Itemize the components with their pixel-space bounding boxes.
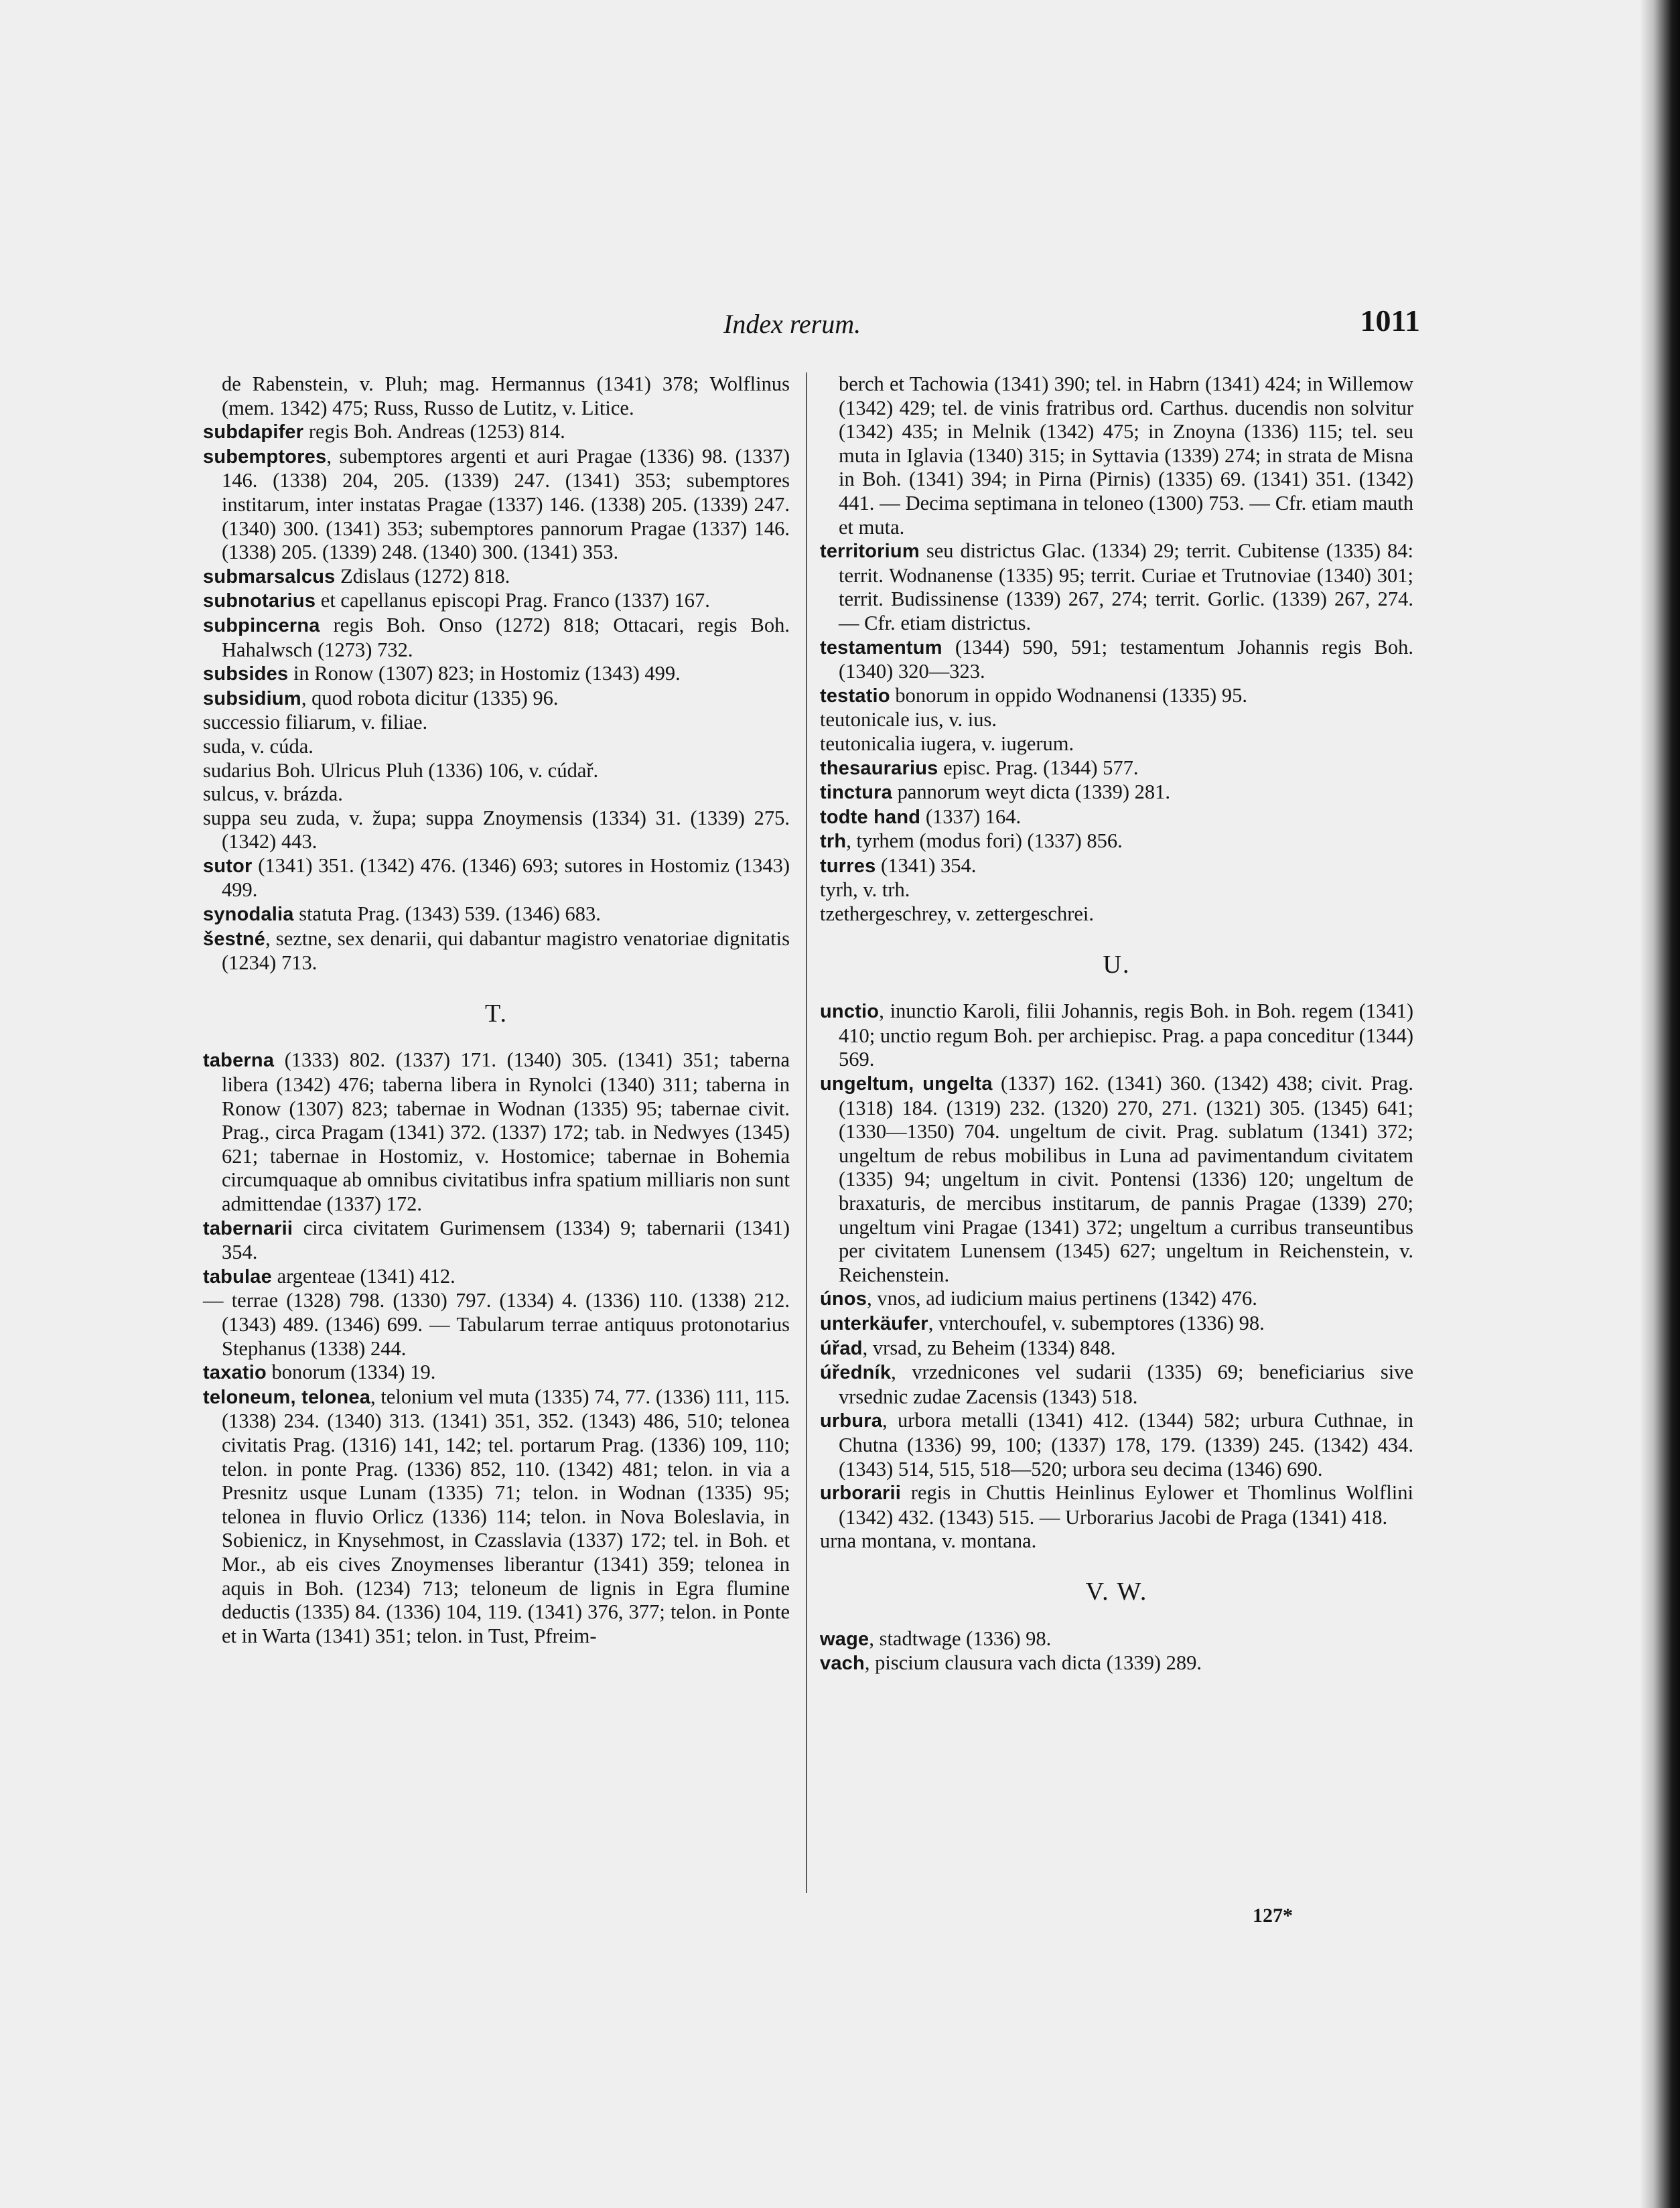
index-entry xyxy=(203,1217,790,1265)
entry-text: in Ronow (1307) 823; in Hostomiz (1343) 499. xyxy=(288,662,681,685)
index-entry xyxy=(820,805,1413,830)
entry-text: episc. Prag. (1344) 577. xyxy=(938,756,1139,779)
headword: unctio xyxy=(820,1001,880,1023)
index-entry xyxy=(203,1048,790,1216)
index-entry xyxy=(820,708,1413,732)
signature-mark: 127* xyxy=(1253,1905,1293,1927)
entry-text: (1341) 354. xyxy=(876,853,977,877)
headword: urborarii xyxy=(820,1482,902,1505)
entries-t-continued xyxy=(820,539,1413,926)
entry-text: (1337) 162. (1341) 360. (1342) 438; civit. Prag. (1318) 184. (1319) 232. (1320) 270, 271. (1321) 305. (1345) 641; (1330—1350) 704. ungeltum de civit. Prag. sublatum (1341) 372; ungeltum de rebus mobilibus in Luna ad pavimentandum civitatem (1335) 94; ungeltum in civit. Pontensi (1336) 120; ungeltum de braxaturis, de mercibus institarum, de pannis Pragae (1339) 270; ungeltum vini Pragae (1341) 372; ungeltum a curribus transeuntibus per civitatem Lunensem (1345) 627; ungeltum in Reichenstein, v. Reichenstein. xyxy=(839,1072,1414,1286)
index-entry xyxy=(203,614,790,662)
headword: unterkäufer xyxy=(820,1312,928,1334)
page-number: 1011 xyxy=(1360,303,1420,338)
entry-text: teutonicale ius, v. ius. xyxy=(820,708,997,732)
index-entry xyxy=(820,1312,1413,1336)
entry-text: , vrzednicones vel sudarii (1335) 69; beneficiarius sive vrsednic zudae Zacensis (1343) 518. xyxy=(839,1361,1413,1408)
headword: wage xyxy=(820,1628,869,1650)
headword: úředník xyxy=(820,1362,892,1384)
column-divider xyxy=(806,372,807,1893)
headword: subpincerna xyxy=(203,614,320,636)
index-entry xyxy=(203,420,790,445)
index-entry xyxy=(820,539,1413,635)
entry-text: suda, v. cúda. xyxy=(203,734,313,758)
index-entry xyxy=(820,780,1413,805)
index-entry xyxy=(820,902,1413,926)
page-header xyxy=(201,303,1420,350)
entry-text: pannorum weyt dicta (1339) 281. xyxy=(892,780,1170,804)
entry-text: regis Boh. Andreas (1253) 814. xyxy=(303,420,565,443)
headword: synodalia xyxy=(203,904,294,926)
entry-text: regis in Chuttis Heinlinus Eylower et Thomlinus Wolflini (1342) 432. (1343) 515. — Urborarius Jacobi de Praga (1341) 418. xyxy=(839,1481,1413,1529)
headword: territorium xyxy=(820,541,920,563)
entry-text: sudarius Boh. Ulricus Pluh (1336) 106, v. cúdař. xyxy=(203,758,599,782)
index-entry xyxy=(820,1627,1413,1652)
entry-text: , piscium clausura vach dicta (1339) 289. xyxy=(864,1651,1202,1675)
index-entry xyxy=(203,1265,790,1290)
headword: tabulae xyxy=(203,1265,272,1288)
entry-text: suppa seu zuda, v. župa; suppa Znoymensis (1334) 31. (1339) 275. (1342) 443. xyxy=(203,806,790,853)
headword: subemptores xyxy=(203,445,327,468)
headword: testatio xyxy=(820,685,890,707)
running-title: Index rerum. xyxy=(723,309,861,339)
index-entry xyxy=(820,999,1413,1072)
index-entry xyxy=(203,1385,790,1649)
left-column xyxy=(203,372,790,1648)
entry-text: argenteae (1341) 412. xyxy=(271,1264,456,1288)
headword: sutor xyxy=(203,855,253,877)
entry-text: bonorum in oppido Wodnanensi (1335) 95. xyxy=(890,683,1247,707)
entry-text: tyrh, v. trh. xyxy=(820,878,910,902)
index-entry xyxy=(203,687,790,711)
headword: subsidium xyxy=(203,687,301,709)
page-edge-shadow xyxy=(1640,0,1680,2208)
entry-text: bonorum (1334) 19. xyxy=(266,1361,436,1384)
headword: úřad xyxy=(820,1337,863,1359)
headword: vach xyxy=(820,1653,865,1675)
entry-text: sulcus, v. brázda. xyxy=(203,782,343,806)
entry-text: , telonium vel muta (1335) 74, 77. (1336) 111, 115. (1338) 234. (1340) 313. (1341) 351, 352. (1343) 486, 510; telonea civitatis Prag. (1316) 141, 142; tel. portarum Prag. (1336) 109, 110; telon. in ponte Prag. (1336) 852, 110. (1342) 481; telon. in via a Presnitz usque Lunam (1335) 71; telon. in Wodnan (1335) 95; telonea in fluvio Orlicz (1336) 114; telon. in Nova Boleslavia, in Sobienicz, in Knysehmost, in Czasslavia (1337) 172; tel. in Boh. et Mor., ab eis cives Znoymenses liberantur (1341) 359; telonea in aquis in Boh. (1234) 713; teloneum de lignis in Egra flumine deductis (1335) 84. (1336) 104, 119. (1341) 376, 377; telon. in Ponte et in Warta (1341) 351; telon. in Tust, Pfreim- xyxy=(222,1385,790,1647)
entry-text: , subemptores argenti et auri Pragae (1336) 98. (1337) 146. (1338) 204, 205. (1339) 247. (1341) 353; subemptores institarum, inter instatas Pragae (1337) 146. (1338) 205. (1339) 247. (1340) 300. (1341) 353; subemptores pannorum Pragae (1337) 146. (1338) 205. (1339) 248. (1340) 300. (1341) 353. xyxy=(222,444,790,564)
index-entry xyxy=(820,1409,1413,1481)
entry-text: Zdislaus (1272) 818. xyxy=(335,564,510,588)
entry-text: circa civitatem Gurimensem (1334) 9; tabernarii (1341) 354. xyxy=(222,1216,790,1264)
index-entry xyxy=(820,1481,1413,1529)
entries-u xyxy=(820,999,1413,1554)
index-entry xyxy=(203,589,790,614)
headword: tinctura xyxy=(820,782,892,804)
index-entry xyxy=(820,1336,1413,1361)
index-entry xyxy=(820,756,1413,781)
headword: taberna xyxy=(203,1050,275,1072)
entry-text: regis Boh. Onso (1272) 818; Ottacari, regis Boh. Hahalwsch (1273) 732. xyxy=(222,613,790,661)
headword: únos xyxy=(820,1288,867,1310)
index-entry xyxy=(203,711,790,735)
headword: subdapifer xyxy=(203,421,304,443)
continued-entry: berch et Tachowia (1341) 390; tel. in Habrn (1341) 424; in Willemow (1342) 429; tel. de vinis fratribus ord. Carthus. ducendis non solvitur (1342) 435; in Melnik (1342) 475; in Znoyna (1336) 115; tel. seu muta in Iglavia (1340) 315; in Syttavia (1339) 274; in strata de Misna in Boh. (1341) 394; in Pirna (Pirnis) (1335) 69. (1341) 351. (1342) 441. — Decima septimana in teloneo (1300) 753. — Cfr. etiam mauth et muta. xyxy=(839,372,1413,539)
headword: subsides xyxy=(203,663,289,685)
headword: todte hand xyxy=(820,806,921,828)
index-entry xyxy=(203,1289,790,1361)
index-entry xyxy=(820,1072,1413,1287)
entry-text: , tyrhem (modus fori) (1337) 856. xyxy=(846,829,1123,853)
index-entry xyxy=(203,782,790,807)
entry-text: — terrae (1328) 798. (1330) 797. (1334) 4. (1336) 110. (1338) 212. (1343) 489. (1346) 699. — Tabularum terrae antiquus protonotarius Stephanus (1338) 244. xyxy=(203,1289,790,1360)
entry-text: (1341) 351. (1342) 476. (1346) 693; sutores in Hostomiz (1343) 499. xyxy=(222,853,790,902)
headword: trh xyxy=(820,831,847,853)
headword: taxatio xyxy=(203,1362,267,1384)
index-entry xyxy=(203,759,790,783)
entry-text: urna montana, v. montana. xyxy=(820,1529,1037,1553)
entries-t xyxy=(203,1048,790,1648)
headword: ungeltum, ungelta xyxy=(820,1073,993,1095)
entries-s xyxy=(203,420,790,975)
entry-text: seu districtus Glac. (1334) 29; territ. Cubitense (1335) 84: territ. Wodnanense (1335) 95; territ. Curiae et Trutnoviae (1340) 301; territ. Budissinense (1339) 267, 274; territ. Gorlic. (1339) 267, 274. — Cfr. etiam districtus. xyxy=(839,539,1413,634)
entry-text: , seztne, sex denarii, qui dabantur magistro venatoriae dignitatis (1234) 713. xyxy=(222,926,790,975)
section-letter-u: U. xyxy=(1103,950,1131,979)
right-column xyxy=(820,372,1413,1676)
index-entry xyxy=(203,902,790,927)
continued-entry: de Rabenstein, v. Pluh; mag. Hermannus (1341) 378; Wolflinus (mem. 1342) 475; Russ, Russo de Lutitz, v. Litice. xyxy=(222,372,790,419)
index-entry xyxy=(820,878,1413,902)
headword: subnotarius xyxy=(203,590,316,612)
index-entry xyxy=(820,1529,1413,1554)
headword: turres xyxy=(820,855,876,877)
entry-text: , stadtwage (1336) 98. xyxy=(869,1627,1052,1650)
index-entry xyxy=(203,565,790,590)
headword: testamentum xyxy=(820,636,942,659)
headword: thesaurarius xyxy=(820,757,938,779)
headword: šestné xyxy=(203,928,266,950)
entry-text: , vrsad, zu Beheim (1334) 848. xyxy=(862,1336,1116,1359)
index-entry xyxy=(820,732,1413,756)
entry-text: , vnos, ad iudicium maius pertinens (1342) 476. xyxy=(867,1287,1257,1310)
entry-text: , inunctio Karoli, filii Johannis, regis Boh. in Boh. regem (1341) 410; unctio regum Boh. per archiepisc. Prag. a papa conceditur (1344) 569. xyxy=(839,999,1413,1071)
entry-text: (1337) 164. xyxy=(920,805,1022,828)
index-entry xyxy=(820,1287,1413,1312)
headword: submarsalcus xyxy=(203,565,336,588)
index-entry xyxy=(203,662,790,687)
entry-text: et capellanus episcopi Prag. Franco (1337) 167. xyxy=(316,589,710,612)
entry-text: tzethergeschrey, v. zettergeschrei. xyxy=(820,902,1094,926)
entry-text: , vnterchoufel, v. subemptores (1336) 98. xyxy=(928,1311,1265,1334)
headword: tabernarii xyxy=(203,1217,293,1239)
entry-text: (1344) 590, 591; testamentum Johannis regis Boh. (1340) 320—323. xyxy=(839,635,1413,683)
section-letter-t: T. xyxy=(485,999,508,1028)
index-entry xyxy=(820,1361,1413,1409)
index-entry xyxy=(203,735,790,759)
entry-text: teutonicalia iugera, v. iugerum. xyxy=(820,732,1074,755)
entry-text: (1333) 802. (1337) 171. (1340) 305. (1341) 351; taberna libera (1342) 476; taberna libera in Rynolci (1340) 311; taberna in Ronow (1307) 823; tabernae in Wodnan (1335) 95; tabernae civit. Prag., circa Pragam (1341) 372. (1337) 172; tab. in Nedwyes (1345) 621; tabernae in Hostomiz, v. Hostomice; tabernae in Bohemia circumquaque ab omnibus civitatibus infra spatium milliaris non sunt admittendae (1337) 172. xyxy=(222,1048,790,1215)
index-entry xyxy=(203,927,790,975)
entry-text: , quod robota dicitur (1335) 96. xyxy=(301,686,559,709)
entry-text: statuta Prag. (1343) 539. (1346) 683. xyxy=(293,902,601,926)
index-entry xyxy=(203,807,790,854)
entry-text: successio filiarum, v. filiae. xyxy=(203,711,428,734)
entry-text: , urbora metalli (1341) 412. (1344) 582; urbura Cuthnae, in Chutna (1336) 99, 100; (1337) 178, 179. (1339) 245. (1342) 434. (1343) 514, 515, 518—520; urbora seu decima (1346) 690. xyxy=(839,1409,1413,1480)
index-entry xyxy=(820,829,1413,854)
index-entry xyxy=(820,636,1413,684)
index-entry xyxy=(820,854,1413,879)
section-letter-vw: V. W. xyxy=(1085,1577,1148,1606)
index-entry xyxy=(820,1651,1413,1676)
entries-vw xyxy=(820,1627,1413,1676)
index-entry xyxy=(820,684,1413,709)
index-entry xyxy=(203,1361,790,1385)
headword: urbura xyxy=(820,1410,883,1432)
index-entry xyxy=(203,854,790,902)
headword: teloneum, telonea xyxy=(203,1386,371,1408)
index-entry xyxy=(203,445,790,565)
